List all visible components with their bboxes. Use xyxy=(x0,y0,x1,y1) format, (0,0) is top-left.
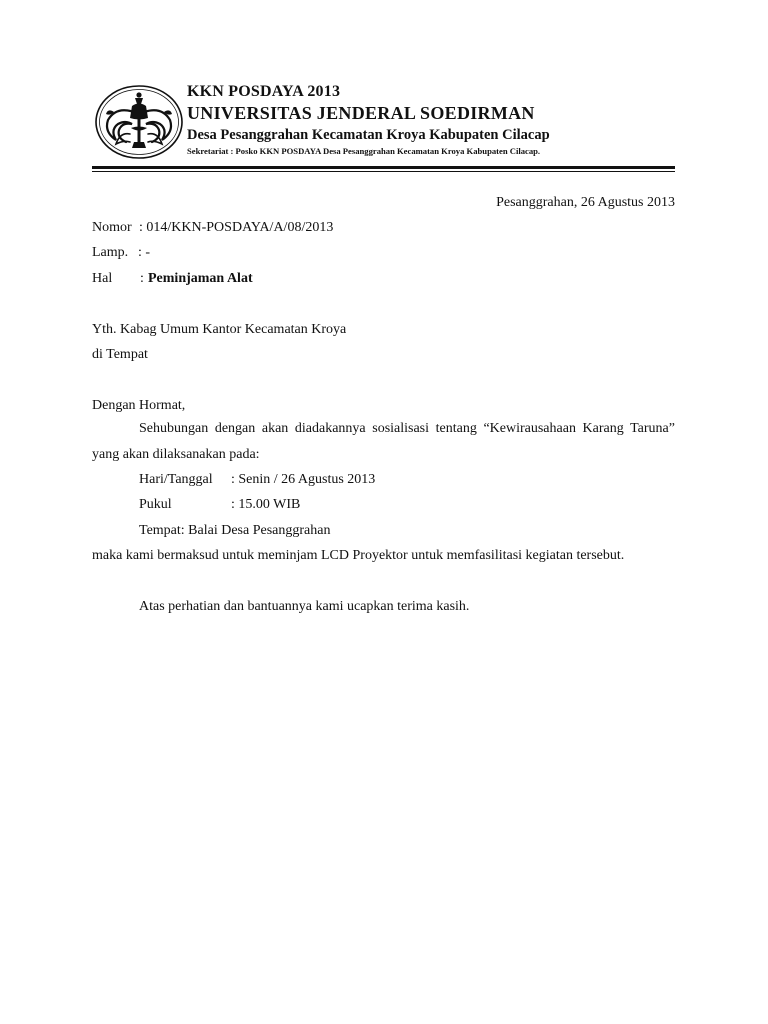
body-paragraph-1: Sehubungan dengan akan diadakannya sosialisasi tentang “Kewirausahaan Karang Taruna” yang akan dilaksanakan pada: xyxy=(92,421,675,462)
lamp-label: Lamp. xyxy=(92,245,129,260)
nomor-label: Nomor xyxy=(92,220,132,235)
place-date: Pesanggrahan, 26 Agustus 2013 xyxy=(496,195,675,210)
letterhead-location: Desa Pesanggrahan Kecamatan Kroya Kabupaten Cilacap xyxy=(187,127,550,143)
salutation: Dengan Hormat, xyxy=(92,398,186,413)
schedule-place: Tempat: Balai Desa Pesanggrahan xyxy=(139,523,331,538)
letterhead-divider-thick xyxy=(92,166,675,169)
schedule-time-value: : 15.00 WIB xyxy=(231,497,301,512)
letterhead-program: KKN POSDAYA 2013 xyxy=(187,83,341,100)
letterhead-secretariat: Sekretariat : Posko KKN POSDAYA Desa Pesanggrahan Kecamatan Kroya Kabupaten Cilacap. xyxy=(187,146,541,156)
closing-line: Atas perhatian dan bantuannya kami ucapkan terima kasih. xyxy=(139,599,470,614)
nomor-value: : 014/KKN-POSDAYA/A/08/2013 xyxy=(139,220,334,235)
hal-label: Hal xyxy=(92,271,113,286)
hal-separator: : xyxy=(140,271,144,286)
schedule-day-value: : Senin / 26 Agustus 2013 xyxy=(231,472,376,487)
university-seal-logo xyxy=(94,84,184,160)
body-paragraph-2: maka kami bermaksud untuk meminjam LCD Proyektor untuk memfasilitasi kegiatan tersebut. xyxy=(92,548,625,563)
letterhead-divider-thin xyxy=(92,171,675,172)
schedule-day-label: Hari/Tanggal xyxy=(139,472,213,487)
letterhead-university: UNIVERSITAS JENDERAL SOEDIRMAN xyxy=(187,103,535,123)
letterhead xyxy=(187,82,550,158)
subject-value: Peminjaman Alat xyxy=(148,271,253,286)
lamp-value: : - xyxy=(138,245,151,260)
recipient-place: di Tempat xyxy=(92,347,148,362)
recipient-name: Yth. Kabag Umum Kantor Kecamatan Kroya xyxy=(92,322,347,337)
schedule-time-label: Pukul xyxy=(139,497,172,512)
